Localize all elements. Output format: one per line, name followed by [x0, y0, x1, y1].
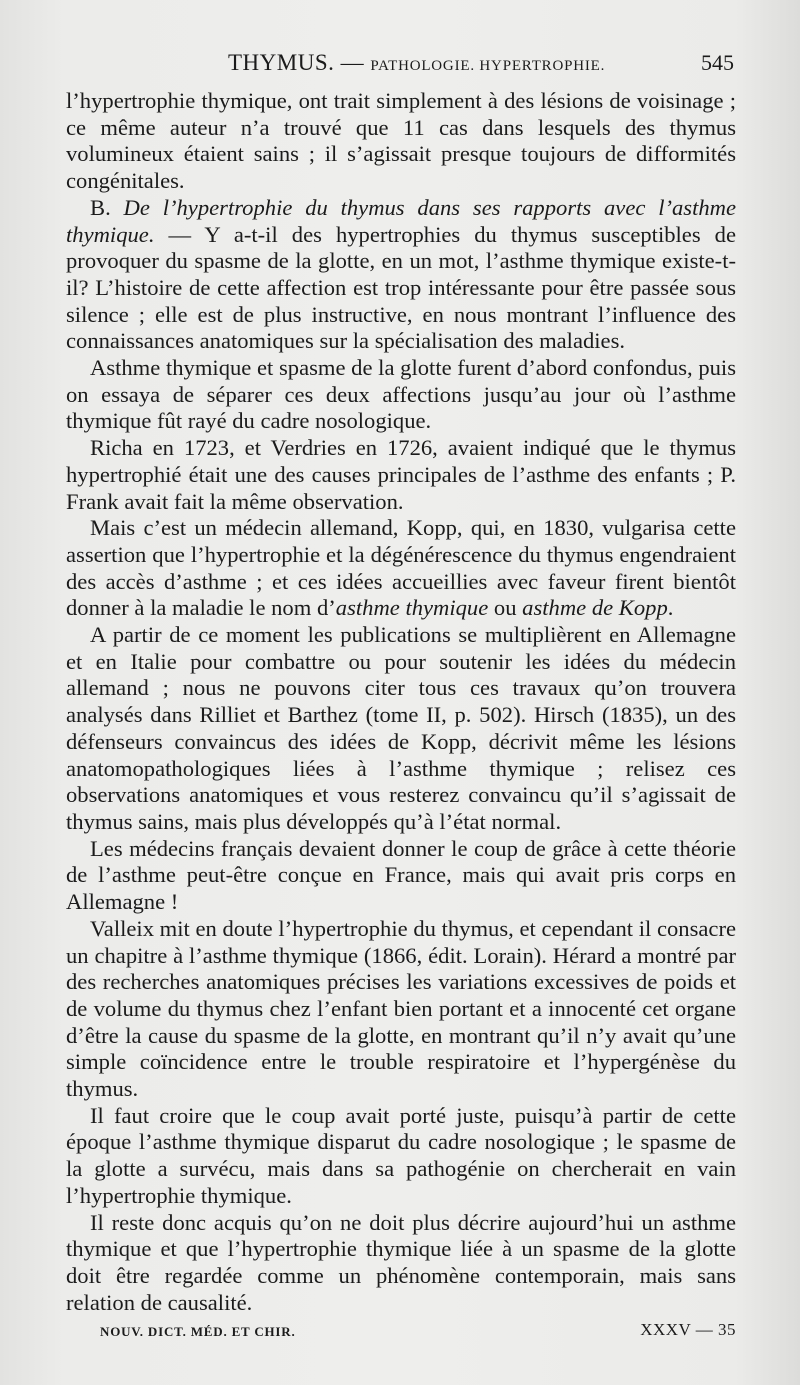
connector-text: ou	[488, 595, 523, 621]
paragraph-section-b	[66, 195, 736, 355]
paragraph: A partir de ce moment les publications se multiplièrent en Allemagne et en Italie pour combattre ou pour soutenir les idées du médecin allemand ; nous ne pouvons citer tous ces travaux qu’on trouvera analysés dans Rilliet et Barthez (tome II, p. 502). Hirsch (1835), un des défenseurs convaincus des idées de Kopp, décrivit même les lésions anatomopathologiques liées à l’asthme thymique ; relisez ces observations anatomiques et vous resterez convaincu qu’il s’agissait de thymus sains, mais plus développés qu’à l’état normal.	[66, 622, 736, 834]
paragraph: Valleix mit en doute l’hypertrophie du thymus, et cependant il consacre un chapitre à l’asthme thymique (1866, édit. Lorain). Hérard a montré par des recherches anatomiques précises les variations excessives de poids et de volume du thymus chez l’enfant bien portant et a innocenté cet organe d’être la cause du spasme de la glotte, en montrant qu’il n’y avait qu’une simple coïncidence entre le trouble respiratoire et l’hypergénèse du thymus.	[66, 915, 736, 1102]
running-title: THYMUS.	[228, 50, 335, 75]
footer-publication: NOUV. DICT. MÉD. ET CHIR.	[100, 1324, 296, 1339]
section-heading: De l’hypertrophie du thymus dans ses rapports avec l’asthme thymique.	[66, 194, 737, 247]
paragraph-end: .	[667, 595, 674, 621]
section-label: B.	[90, 194, 111, 220]
paragraph: Les médecins français devaient donner le coup de grâce à cette théorie de l’asthme peut-être conçue en France, mais qui avait pris corps en Allemagne !	[66, 835, 736, 915]
header-dash: —	[340, 50, 365, 75]
italic-term: asthme thymique	[335, 595, 489, 621]
paragraph-text: Mais c’est un médecin allemand, Kopp, qui, en 1830, vulgarisa cette assertion que l’hypertrophie et la dégénérescence du thymus engendraient des accès d’asthme ; et ces idées accueillies avec faveur firent bientôt donner à la maladie le nom d’	[66, 515, 736, 621]
running-header	[66, 48, 736, 78]
body-text	[66, 88, 736, 1316]
italic-term: asthme de Kopp	[522, 595, 668, 621]
page-footer	[100, 1320, 736, 1344]
running-title-line	[228, 50, 605, 76]
page-number: 545	[701, 50, 734, 75]
paragraph-kopp	[66, 515, 736, 622]
paragraph: Richa en 1723, et Verdries en 1726, avaient indiqué que le thymus hypertrophié était une des causes principales de l’asthme des enfants ; P. Frank avait fait la même observation.	[66, 435, 736, 514]
paragraph: Il reste donc acquis qu’on ne doit plus décrire aujourd’hui un asthme thymique et que l’hypertrophie thymique liée à un spasme de la glotte doit être regardée comme un phénomène contemporain, mais sans relation de causalité.	[66, 1209, 736, 1315]
paragraph: l’hypertrophie thymique, ont trait simplement à des lésions de voisinage ; ce même auteur n’a trouvé que 11 cas dans lesquels des thymus volumineux étaient sains ; il s’agissait presque toujours de difformités congénitales.	[66, 88, 736, 194]
paragraph: Asthme thymique et spasme de la glotte furent d’abord confondus, puis on essaya de séparer ces deux affections jusqu’au jour où l’asthme thymique fût rayé du cadre nosologique.	[66, 355, 736, 434]
section-text: — Y a-t-il des hypertrophies du thymus susceptibles de provoquer du spasme de la glotte, en un mot, l’asthme thymique existe-t-il? L’histoire de cette affection est trop intéressante pour être passée sous silence ; elle est de plus instructive, en nous montrant l’influence des connaissances anatomiques sur la spécialisation des maladies.	[66, 221, 736, 354]
footer-signature: XXXV — 35	[640, 1320, 736, 1339]
paragraph: Il faut croire que le coup avait porté juste, puisqu’à partir de cette époque l’asthme thymique disparut du cadre nosologique ; le spasme de la glotte a survécu, mais dans sa pathogénie on chercherait en vain l’hypertrophie thymique.	[66, 1102, 736, 1208]
section-title: PATHOLOGIE. HYPERTROPHIE.	[370, 58, 606, 74]
